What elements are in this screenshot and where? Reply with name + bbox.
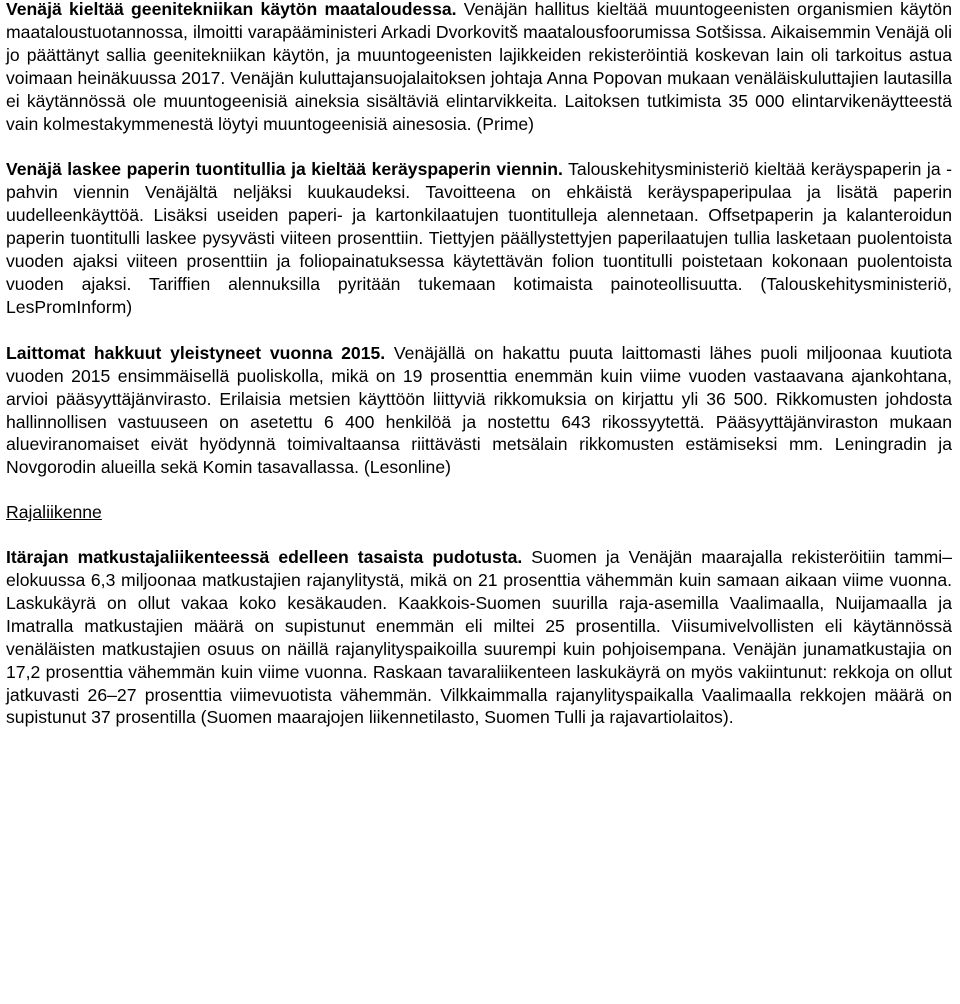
paragraph-spacer [6, 319, 952, 342]
article-body: Suomen ja Venäjän maarajalla rekisteröitiin tammi–elokuussa 6,3 miljoonaa matkustajien rajanylitystä, mikä on 21 prosenttia vähemmän kuin samaan aikaan viime vuonna. Laskukäyrä on ollut vakaa koko kesäkauden. Kaakkois-Suomen suurilla raja-asemilla Vaalimaalla, Nuijamaalla ja Imatralla matkustajien määrä on supistunut enemmän eli miltei 25 prosentilla. Viisumivelvollisten eli käytännössä venäläisten matkustajien osuus on näillä rajanylityspaikoilla suurempi kuin pohjoisempana. Venäjän junamatkustajia on 17,2 prosenttia vähemmän kuin viime vuonna. Raskaan tavaraliikenteen laskukäyrä on myös vakiintunut: rekkoja on ollut jatkuvasti 26–27 prosenttia viimevuotista vähemmän. Vilkkaimmalla rajanylityspaikalla Vaalimaalla rekkojen määrä on supistunut 37 prosentilla (Suomen maarajojen liikennetilasto, Suomen Tulli ja rajavartiolaitos). [6, 547, 953, 728]
article-heading: Itärajan matkustajaliikenteessä edelleen tasaista pudotusta. [6, 547, 523, 568]
article-body: Venäjän hallitus kieltää muuntogeenisten organismien käytön maataloustuotannossa, ilmoitti varapääministeri Arkadi Dvorkovitš maatalousfoorumissa Sotšissa. Aikaisemmin Venäjä oli jo päättänyt sallia geenitekniikan käytön, ja muuntogeenisten lajikkeiden rekisteröintiä koskevan lain oli tarkoitus astua voimaan heinäkuussa 2017. Venäjän kuluttajansuojalaitoksen johtaja Anna Popovan mukaan venäläiskuluttajien lautasilla ei käytännössä ole muuntogeenisiä aineksia sisältäviä elintarvikkeita. Laitoksen tutkimista 35 000 elintarvikenäytteestä vain kolmestakymmenestä löytyi muuntogeenisiä ainesosia. (Prime) [6, 0, 952, 134]
article-border-traffic [6, 546, 952, 729]
paragraph-spacer [6, 135, 952, 158]
article-heading: Venäjä laskee paperin tuontitullia ja kieltää keräyspaperin viennin. [6, 159, 563, 180]
document-page [6, 0, 952, 729]
article-illegal-logging [6, 342, 952, 479]
article-gmo-ban [6, 0, 952, 135]
article-heading: Venäjä kieltää geenitekniikan käytön maataloudessa. [6, 0, 457, 19]
article-body: Venäjällä on hakattu puuta laittomasti lähes puoli miljoonaa kuutiota vuoden 2015 ensimmäisellä puoliskolla, mikä on 19 prosenttia enemmän kuin viime vuoden vastaavana ajankohtana, arvioi pääsyyttäjänvirasto. Erilaisia metsien käyttöön liittyviä rikkomuksia on kirjattu yli 36 500. Rikkomusten johdosta hallinnollisen vastuuseen on asetettu 6 400 henkilöä ja nostettu 643 rikossyytettä. Pääsyyttäjänviraston mukaan alueviranomaiset eivät hyödynnä toimivaltaansa riittävästi metsälain rikkomusten estämiseksi mm. Leningradin ja Novgorodin alueilla sekä Komin tasavallassa. (Lesonline) [6, 342, 953, 478]
paragraph-spacer [6, 479, 952, 501]
section-title: Rajaliikenne [6, 502, 102, 523]
article-paper-tariffs [6, 158, 952, 318]
article-body: Talouskehitysministeriö kieltää keräyspaperin ja -pahvin viennin Venäjältä neljäksi kuukaudeksi. Tavoitteena on ehkäistä keräyspaperipulaa ja lisätä paperin uudelleenkäyttöä. Lisäksi useiden paperi- ja kartonkilaatujen tuontitulleja alennetaan. Offsetpaperin ja kalanteroidun paperin tuontitulli laskee pysyvästi viiteen prosenttiin. Tiettyjen päällystettyjen paperilaatujen tullia lasketaan puolentoista vuoden ajaksi viiteen prosenttiin ja foliopainatuksessa käytettävän folion tuontitulli poistetaan kokonaan puolentoista vuoden ajaksi. Tariffien alennuksilla pyritään tukemaan kotimaista painoteollisuutta. (Talouskehitysministeriö, LesPromInform) [6, 159, 953, 317]
article-heading: Laittomat hakkuut yleistyneet vuonna 2015. [6, 342, 386, 363]
paragraph-spacer [6, 524, 952, 546]
